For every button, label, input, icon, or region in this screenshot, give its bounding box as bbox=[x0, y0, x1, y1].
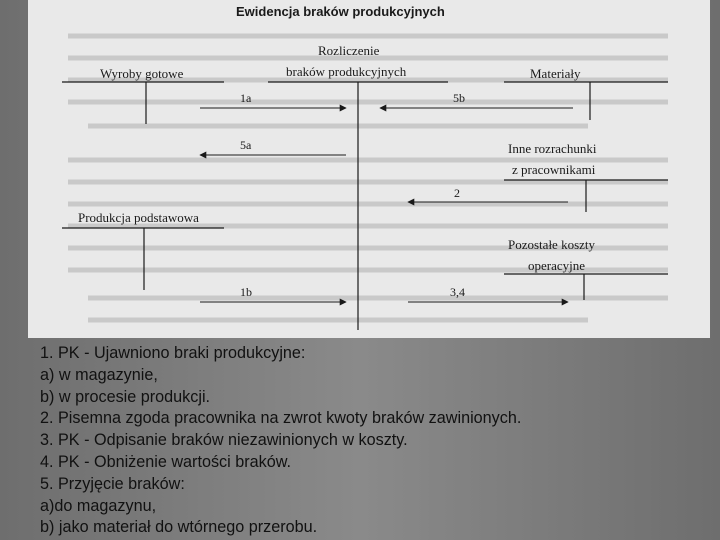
note-2: 2. Pisemna zgoda pracownika na zwrot kwoty braków zawinionych. bbox=[40, 409, 522, 428]
note-1a: a) w magazynie, bbox=[40, 365, 158, 384]
account-inne-rozrachunki-line1: Inne rozrachunki bbox=[508, 141, 597, 156]
account-rozliczenie-line1: Rozliczenie bbox=[318, 43, 380, 58]
flow-label-3-4: 3,4 bbox=[450, 285, 465, 299]
t-account-diagram bbox=[28, 0, 710, 338]
account-pozostale-koszty-line2: operacyjne bbox=[528, 258, 586, 273]
explanation-list bbox=[40, 343, 710, 539]
flow-label-5b: 5b bbox=[453, 91, 465, 105]
note-5b: b) jako materiał do wtórnego przerobu. bbox=[40, 518, 318, 537]
diagram-title: Ewidencja braków produkcyjnych bbox=[236, 4, 445, 19]
account-rozliczenie-line2: braków produkcyjnych bbox=[286, 64, 407, 79]
account-inne-rozrachunki-line2: z pracownikami bbox=[512, 162, 596, 177]
account-wyroby-gotowe: Wyroby gotowe bbox=[100, 66, 184, 81]
scanned-diagram bbox=[28, 0, 710, 338]
note-1b: b) w procesie produkcji. bbox=[40, 387, 211, 406]
flow-label-1a: 1a bbox=[240, 91, 252, 105]
account-pozostale-koszty-line1: Pozostałe koszty bbox=[508, 237, 596, 252]
flow-label-5a: 5a bbox=[240, 138, 252, 152]
note-5: 5. Przyjęcie braków: bbox=[40, 474, 185, 493]
note-5a: a)do magazynu, bbox=[40, 496, 157, 515]
note-3: 3. PK - Odpisanie braków niezawinionych w koszty. bbox=[40, 431, 408, 450]
flow-label-2: 2 bbox=[454, 186, 460, 200]
account-produkcja-podstawowa: Produkcja podstawowa bbox=[78, 210, 199, 225]
account-materialy: Materiały bbox=[530, 66, 581, 81]
flow-label-1b: 1b bbox=[240, 285, 252, 299]
note-1: 1. PK - Ujawniono braki produkcyjne: bbox=[40, 344, 306, 362]
note-4: 4. PK - Obniżenie wartości braków. bbox=[40, 452, 292, 471]
